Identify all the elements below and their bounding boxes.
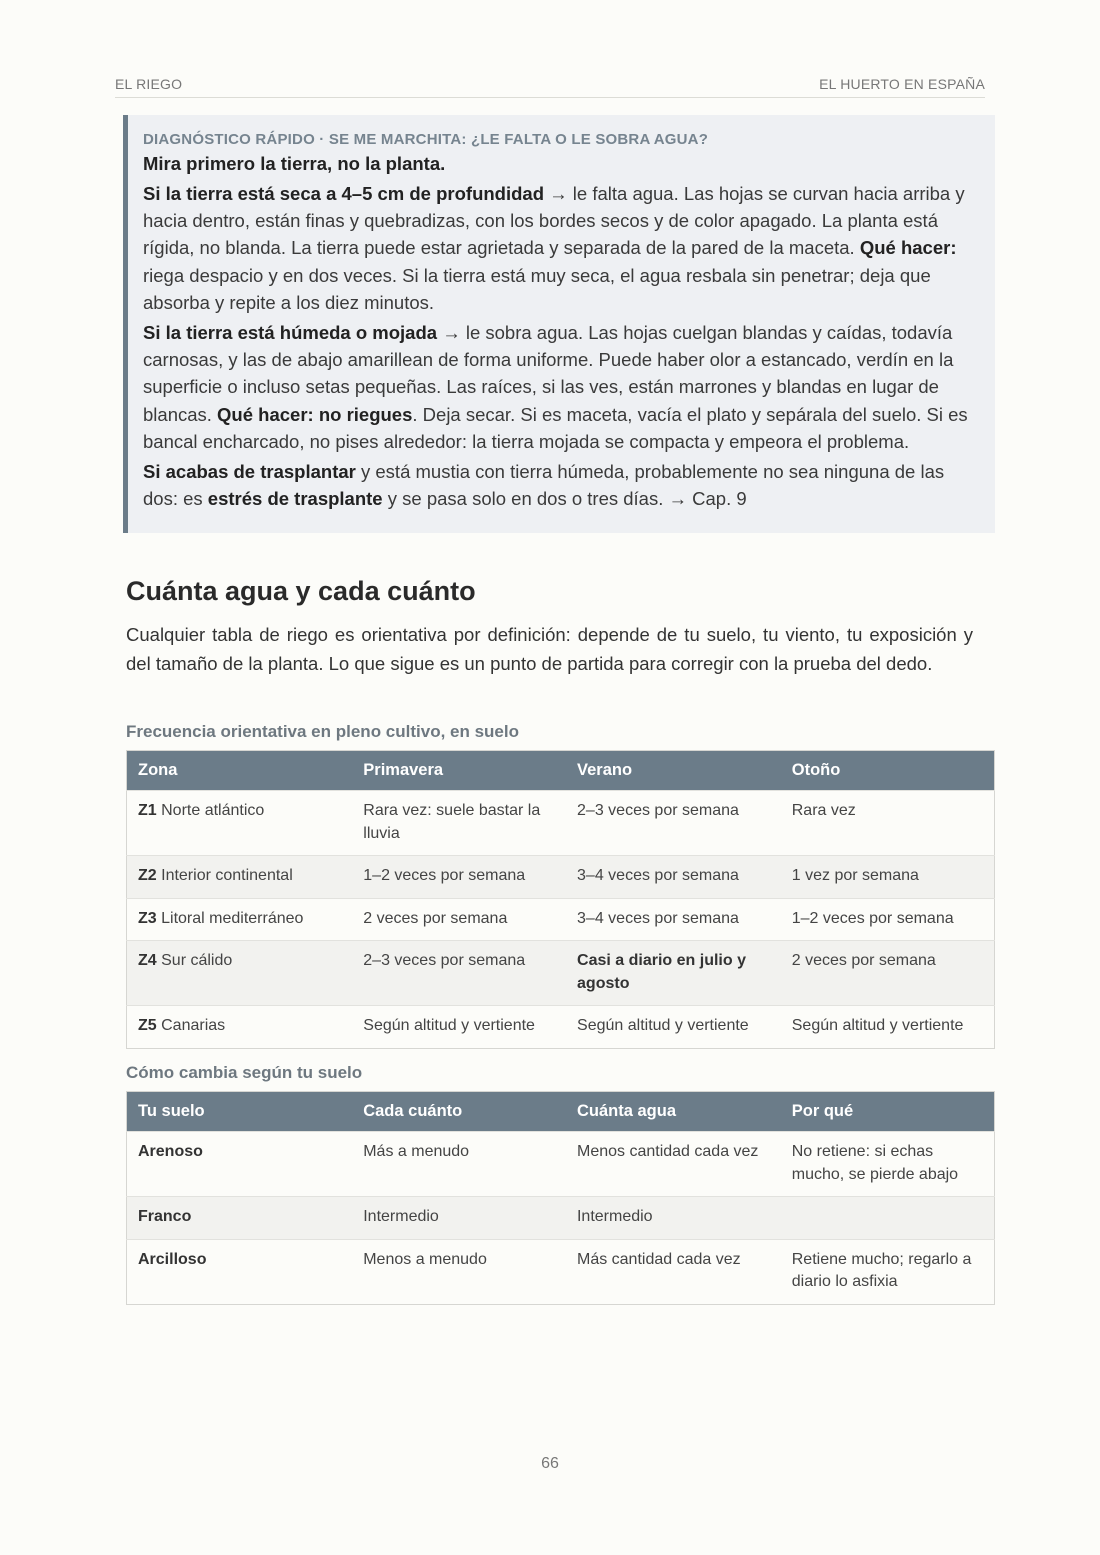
column-header: Cada cuánto [352,1092,566,1132]
watering-frequency-table [126,750,995,1049]
soil-cell [127,1239,353,1304]
frequency-cell: Menos a menudo [352,1239,566,1304]
diagnosis-callout [123,115,995,533]
zone-cell [127,791,353,856]
summer-cell [566,941,781,1006]
table-row [127,898,995,941]
zone-cell [127,1006,353,1049]
callout-transplant-paragraph [143,458,977,512]
reason-cell [781,1197,995,1240]
column-header: Tu suelo [127,1092,353,1132]
soil-cell [127,1197,353,1240]
summer-cell: 2–3 veces por semana [566,791,781,856]
autumn-cell: 1 vez por semana [781,856,995,899]
summer-cell: 3–4 veces por semana [566,898,781,941]
wet-condition: Si la tierra está húmeda o mojada [143,322,438,344]
zone-cell [127,856,353,899]
autumn-cell: Según altitud y vertiente [781,1006,995,1049]
table-header-row [127,1092,995,1132]
column-header: Por qué [781,1092,995,1132]
column-header: Verano [566,751,781,791]
autumn-cell: 1–2 veces por semana [781,898,995,941]
table-row [127,941,995,1006]
table2-caption: Cómo cambia según tu suelo [126,1063,363,1082]
amount-cell: Intermedio [566,1197,781,1240]
spring-cell: Según altitud y vertiente [352,1006,566,1049]
running-header [115,75,985,98]
callout-wet-paragraph [143,319,977,455]
wet-action-label: Qué hacer: no riegues [217,403,413,425]
table-row [127,856,995,899]
transplant-description: y está mustia con tierra húmeda, probablemente no sea ninguna de las dos: es [143,461,945,510]
summer-cell: Según altitud y vertiente [566,1006,781,1049]
summer-highlight: Casi a diario en julio y agosto [577,952,746,992]
transplant-condition: Si acabas de trasplantar [143,461,356,483]
autumn-cell: 2 veces por semana [781,941,995,1006]
table-row [127,791,995,856]
zone-name: Norte atlántico [156,802,265,819]
header-chapter: EL RIEGO [115,76,183,92]
table-row [127,1197,995,1240]
summer-cell: 3–4 veces por semana [566,856,781,899]
zone-name: Sur cálido [156,952,233,969]
soil-name: Arcilloso [138,1250,207,1268]
amount-cell: Menos cantidad cada vez [566,1132,781,1197]
frequency-cell: Intermedio [352,1197,566,1240]
spring-cell: Rara vez: suele bastar la lluvia [352,791,566,856]
transplant-stress: estrés de trasplante [207,488,383,510]
transplant-note: y se pasa solo en dos o tres días. → Cap. 9 [382,488,747,510]
column-header: Cuánta agua [566,1092,781,1132]
reason-cell: No retiene: si echas mucho, se pierde abajo [781,1132,995,1197]
section-title: Cuánta agua y cada cuánto [126,576,476,606]
soil-name: Arenoso [138,1143,203,1160]
dry-description: → le falta agua. Las hojas se curvan hacia arriba y hacia dentro, están finas y quebradizas, con los bordes secos y de color apagado. La planta está rígida, no blanda. La tierra puede estar agrietada y separada de la pared de la maceta. [143,183,965,259]
spring-cell: 2 veces por semana [352,898,566,941]
dry-action-label: Qué hacer: [859,237,957,259]
spring-cell: 2–3 veces por semana [352,941,566,1006]
table-row [127,1132,995,1197]
zone-code: Z5 [138,1017,157,1034]
table-header-row [127,751,995,791]
autumn-cell: Rara vez [781,791,995,856]
soil-name: Franco [138,1208,192,1225]
zone-cell [127,941,353,1006]
column-header: Primavera [352,751,566,791]
zone-code: Z4 [138,952,157,969]
column-header: Otoño [781,751,995,791]
dry-condition: Si la tierra está seca a 4–5 cm de profundidad [143,183,545,204]
dry-action: riega despacio y en dos veces. Si la tierra está muy seca, el agua resbala sin penetrar; deja que absorba y repite a los diez minutos. [143,264,931,313]
table1-caption: Frecuencia orientativa en pleno cultivo, en suelo [126,722,519,741]
column-header: Zona [127,751,353,791]
callout-dry-paragraph [143,180,977,316]
soil-type-table [126,1091,995,1305]
zone-name: Litoral mediterráneo [156,909,304,927]
page-number: 66 [541,1455,559,1472]
header-book-title: EL HUERTO EN ESPAÑA [819,76,985,92]
callout-title: DIAGNÓSTICO RÁPIDO · SE ME MARCHITA: ¿LE FALTA O LE SOBRA AGUA? [143,131,709,148]
zone-name: Interior continental [156,867,293,884]
table-row [127,1006,995,1049]
wet-description: → le sobra agua. Las hojas cuelgan blandas y caídas, todavía carnosas, y las de abajo amarillean de forma uniforme. Puede haber olor a estancado, verdín en la superficie o incluso setas pequeñas. Las raíces, si las ves, están marrones y blandas en lugar de blancas. [143,322,954,425]
amount-cell: Más cantidad cada vez [566,1239,781,1304]
callout-lead: Mira primero la tierra, no la planta. [143,153,446,174]
frequency-cell: Más a menudo [352,1132,566,1197]
table-row [127,1239,995,1304]
zone-name: Canarias [156,1017,226,1034]
zone-code: Z3 [138,909,157,927]
spring-cell: 1–2 veces por semana [352,856,566,899]
zone-cell [127,898,353,941]
section-intro: Cualquier tabla de riego es orientativa por definición: depende de tu suelo, tu viento, tu exposición y del tamaño de la planta. Lo que sigue es un punto de partida para corregir con la prueba del dedo. [126,624,973,674]
reason-cell: Retiene mucho; regarlo a diario lo asfixia [781,1239,995,1304]
wet-action: . Deja secar. Si es maceta, vacía el plato y sepárala del suelo. Si es bancal encharcado, no pises alrededor: la tierra mojada se compacta y empeora el problema. [143,403,968,452]
zone-code: Z1 [138,802,157,819]
zone-code: Z2 [138,867,157,884]
soil-cell [127,1132,353,1197]
